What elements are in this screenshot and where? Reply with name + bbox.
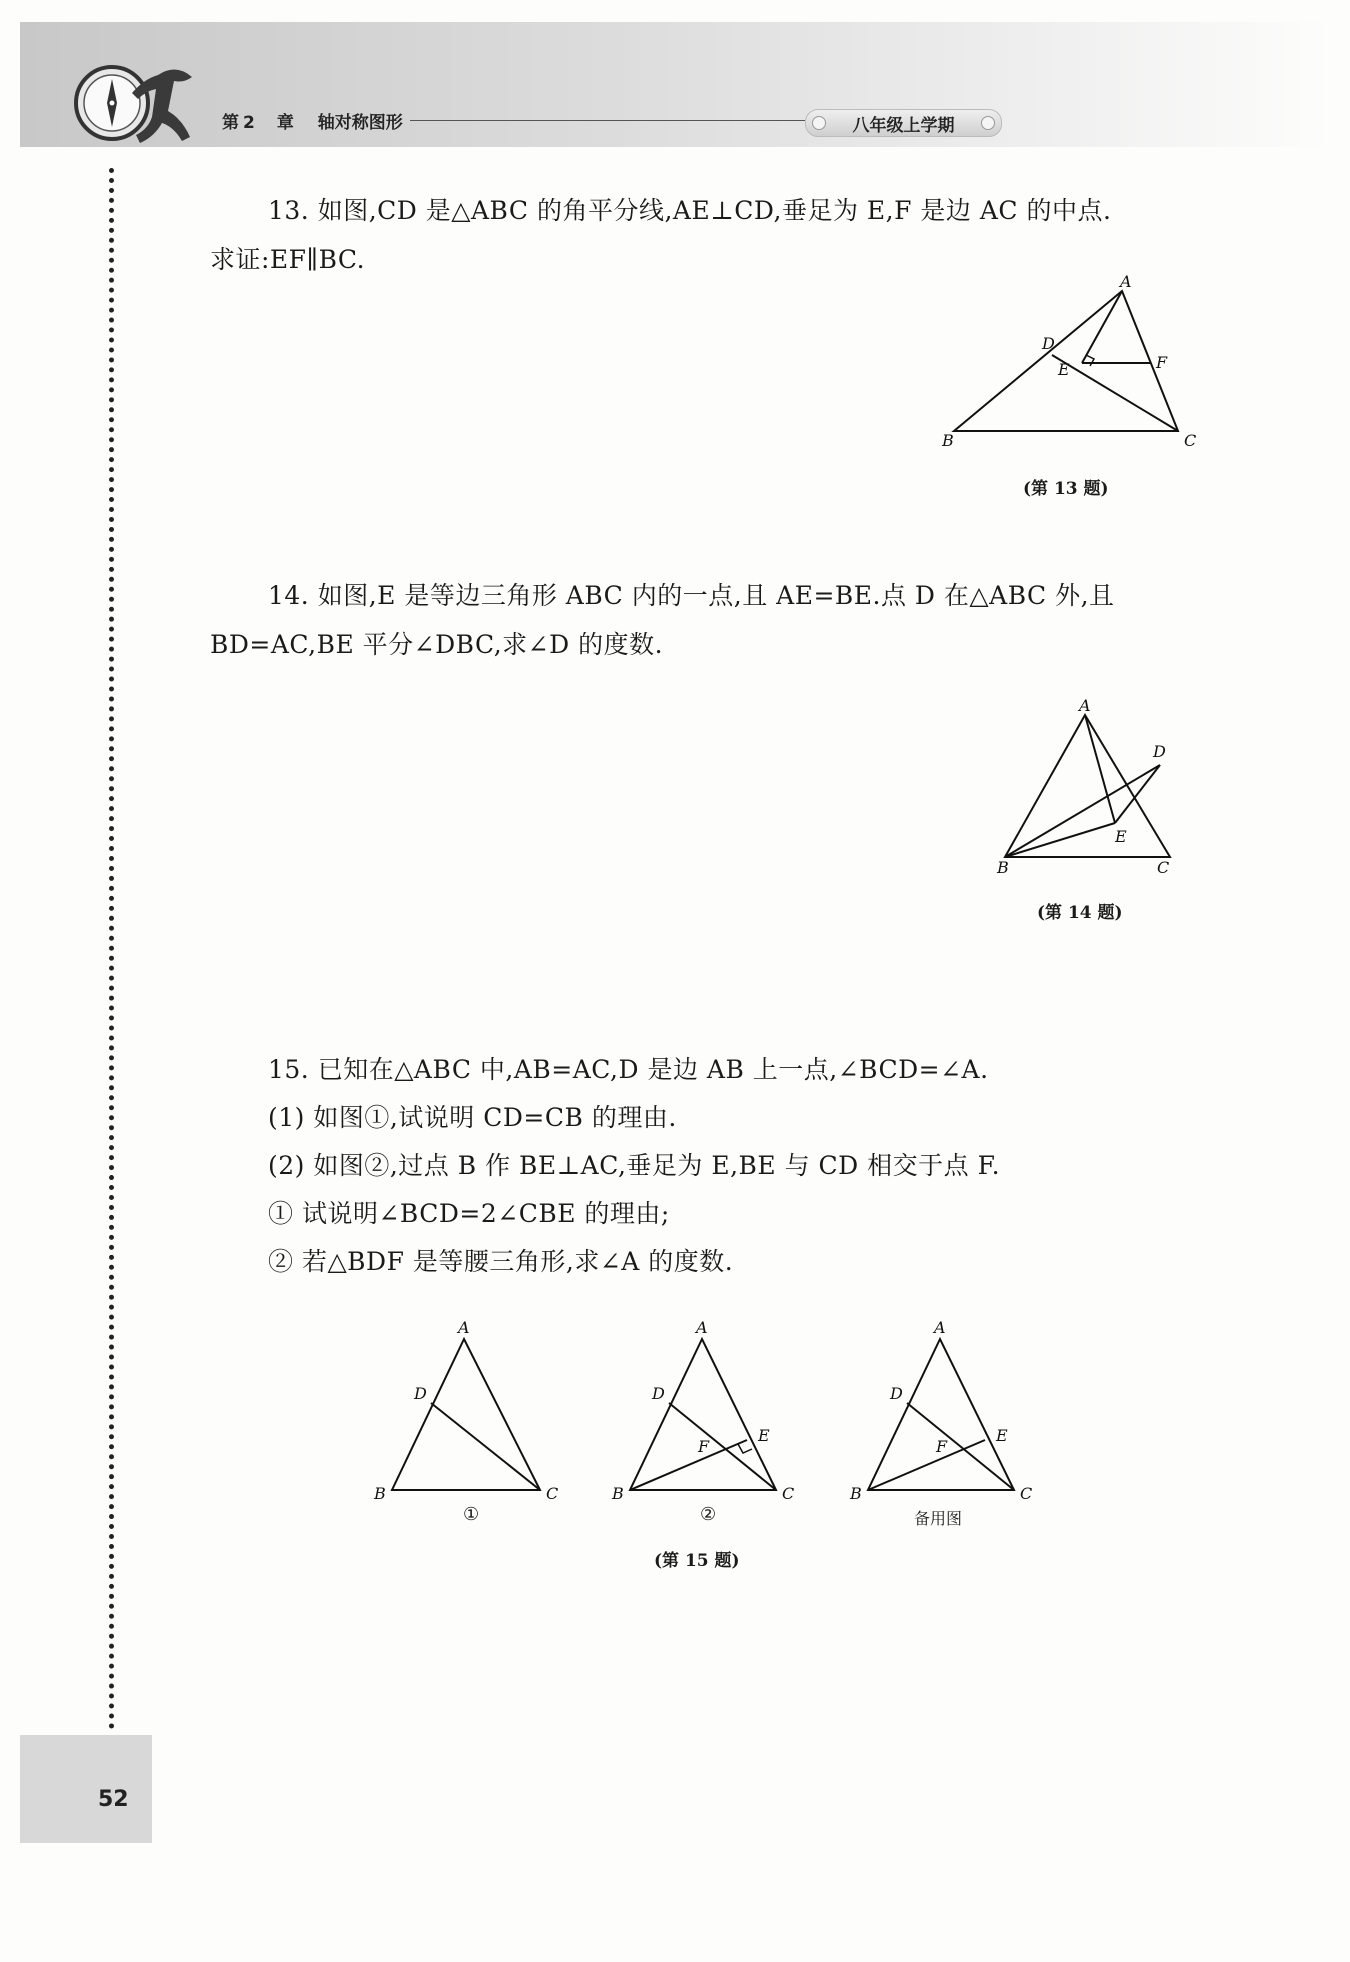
right-angle-mark-e xyxy=(1086,355,1094,366)
label-d-14: D xyxy=(1153,742,1166,761)
label-f-15-3: F xyxy=(936,1437,948,1456)
chapter-number: 2 xyxy=(243,113,255,133)
page-number: 52 xyxy=(98,1787,129,1812)
problem-14-line1: 14. 如图,E 是等边三角形 ABC 内的一点,且 AE=BE.点 D 在△ABC 外,且 xyxy=(268,581,1115,610)
label-d-15-3: D xyxy=(890,1384,903,1403)
figure-15-1 xyxy=(370,1315,570,1505)
label-c-13: C xyxy=(1184,431,1197,450)
label-e-15-2: E xyxy=(758,1426,770,1445)
label-a-15-2: A xyxy=(696,1318,708,1337)
label-b-15-2: B xyxy=(612,1484,624,1503)
chapter-heading xyxy=(222,108,403,133)
label-b-14: B xyxy=(997,858,1009,877)
label-b-13: B xyxy=(942,431,954,450)
chapter-label: 第 xyxy=(222,113,239,133)
label-d-13: D xyxy=(1042,334,1055,353)
label-b-15-1: B xyxy=(374,1484,386,1503)
figure-15-spare xyxy=(848,1315,1048,1505)
label-a-15-1: A xyxy=(458,1318,470,1337)
caption-13: (第 13 题) xyxy=(1023,479,1109,499)
header-rule xyxy=(410,120,805,121)
right-angle-mark-15-2 xyxy=(738,1444,752,1453)
segment-be-15-2 xyxy=(630,1440,747,1490)
segment-cd-15-1 xyxy=(431,1403,540,1490)
caption-14: (第 14 题) xyxy=(1037,903,1123,923)
label-c-15-3: C xyxy=(1020,1484,1033,1503)
problem-14-line2: BD=AC,BE 平分∠DBC,求∠D 的度数. xyxy=(210,630,664,659)
figure-15-2 xyxy=(610,1315,810,1505)
problem-15-line1: 15. 已知在△ABC 中,AB=AC,D 是边 AB 上一点,∠BCD=∠A. xyxy=(268,1055,989,1084)
figure-15-2-label: ② xyxy=(700,1504,717,1525)
label-e-14: E xyxy=(1115,827,1127,846)
label-b-15-3: B xyxy=(850,1484,862,1503)
segment-cd-15-3 xyxy=(907,1403,1014,1490)
problem-15-line3: (2) 如图②,过点 B 作 BE⊥AC,垂足为 E,BE 与 CD 相交于点 F. xyxy=(268,1151,1001,1180)
segment-be-15-3 xyxy=(868,1440,985,1490)
label-c-14: C xyxy=(1157,858,1170,877)
figure-14 xyxy=(985,695,1205,885)
label-c-15-1: C xyxy=(546,1484,559,1503)
page-number-box xyxy=(20,1735,152,1843)
problem-13-line1: 13. 如图,CD 是△ABC 的角平分线,AE⊥CD,垂足为 E,F 是边 AC 的中点. xyxy=(268,196,1112,225)
label-c-15-2: C xyxy=(782,1484,795,1503)
problem-15-line5: ② 若△BDF 是等腰三角形,求∠A 的度数. xyxy=(268,1247,734,1276)
triangle-abc-15-2 xyxy=(630,1339,776,1490)
segment-bd-14 xyxy=(1005,765,1160,857)
chapter-suffix: 章 xyxy=(276,113,294,133)
label-a-13: A xyxy=(1120,272,1132,291)
label-d-15-2: D xyxy=(652,1384,665,1403)
label-a-14: A xyxy=(1079,696,1091,715)
segment-ed-14 xyxy=(1115,765,1160,823)
label-d-15-1: D xyxy=(414,1384,427,1403)
label-a-15-3: A xyxy=(934,1318,946,1337)
segment-cd-15-2 xyxy=(669,1403,776,1490)
triangle-abc-15-1 xyxy=(392,1339,540,1490)
triangle-abc-15-3 xyxy=(868,1339,1014,1490)
label-e-13: E xyxy=(1058,360,1070,379)
triangle-abc-14 xyxy=(1005,715,1170,857)
problem-15-line4: ① 试说明∠BCD=2∠CBE 的理由; xyxy=(268,1199,670,1228)
segment-ae xyxy=(1082,291,1122,363)
grade-badge: 八年级上学期 xyxy=(805,109,1002,137)
caption-15: (第 15 题) xyxy=(654,1551,740,1571)
compass-runner-icon xyxy=(72,55,232,155)
figure-13 xyxy=(940,272,1200,455)
label-f-13: F xyxy=(1156,353,1168,372)
problem-15-line2: (1) 如图①,试说明 CD=CB 的理由. xyxy=(268,1103,677,1132)
figure-15-spare-label: 备用图 xyxy=(914,1509,963,1528)
dotted-margin-line xyxy=(109,168,114,1730)
label-f-15-2: F xyxy=(698,1437,710,1456)
chapter-title: 轴对称图形 xyxy=(317,113,403,133)
problem-13-line2: 求证:EF∥BC. xyxy=(210,245,366,274)
figure-15-1-label: ① xyxy=(463,1504,480,1525)
label-e-15-3: E xyxy=(996,1426,1008,1445)
